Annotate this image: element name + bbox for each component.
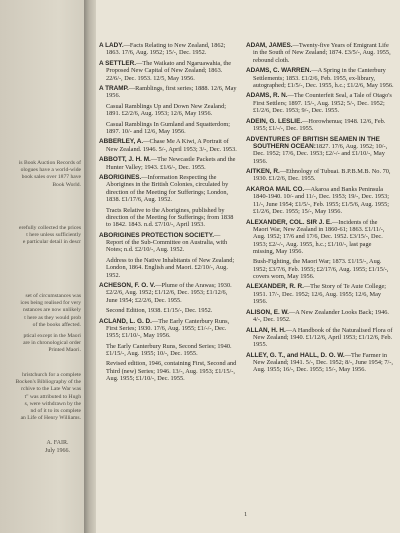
- catalogue-entry: [246, 92, 394, 114]
- entry-subtitle: Revised edition, 1946, containing First, Second and Third (new) Series; 1946. 13/-, Aug. 1953; £1/15/-, Aug. 1955; £1/10/-, Dec. 1955.: [106, 360, 237, 383]
- entry-subtitle: Address to the Native Inhabitants of New Zealand; London, 1864. English and Maori. £2/10/-, Aug. 1952.: [106, 256, 235, 279]
- catalogue-entry: [246, 283, 394, 305]
- entry-author: ABORIGINES.: [99, 174, 142, 182]
- entry-author: ALEXANDER, COL. SIR J. E.: [246, 218, 332, 226]
- entry-author: ALEXANDER, R. R.: [246, 283, 304, 291]
- facing-paragraph-1: is Book Auction Records of ologues have a world-wide book sales over 1877 have Book World.: [18, 160, 81, 188]
- entry-details: —Report of the Sub-Committee on Australia, with Notes; n.d. £2/10/-, Aug. 1952.: [106, 231, 228, 254]
- facing-paragraph-4: ptical except in the Maori are in chronological order Printed Maori.: [23, 333, 81, 354]
- entry-author: ABORIGINES PROTECTION SOCIETY.: [99, 231, 215, 239]
- entry-author: A TRAMP.: [99, 85, 129, 93]
- entry-details: —A Handbook of the Naturalised Flora of New Zealand; 1940. £1/12/6, April 1953; £1/12/6, Feb. 1955.: [253, 326, 393, 349]
- catalogue-page: [96, 0, 400, 533]
- entry-details: —The Early Canterbury Runs, First Series; 1930. 17/6, Aug. 1955; £1/-/-, Dec. 1955; £1/10/-, May 1956.: [106, 317, 230, 340]
- catalogue-entry: [246, 118, 394, 133]
- catalogue-entry: [246, 219, 394, 256]
- entry-details: —The Waikato and Ngaruawahia, the Proposed New Capital of New Zealand; 1863. 22/6/-, Dec. 1953. 12/5, May 1956.: [106, 59, 232, 82]
- entry-author: A SETTLER.: [99, 59, 137, 67]
- entry-details: —Information Respecting the Aborigines in the British Colonies, circulated by direction of the Meeting for Sufferings; London, 1838. £1/17/6, Aug. 1952.: [106, 174, 229, 204]
- facing-page: [0, 0, 84, 533]
- catalogue-entry: [99, 60, 237, 82]
- entry-details: —Incidents of the Maori War, New Zealand in 1860-61; 1863. £1/11/-, Aug. 1952; 17/6 and 17/6, Dec. 1952. £3/15/-, Dec. 1953; £2/-/-, Aug. 1955, h.c.; £1/10/-, last page missing, May 1956.: [253, 218, 385, 255]
- catalogue-entry: [99, 156, 237, 171]
- catalogue-entry: [246, 168, 394, 183]
- entry-details: —Horowhenua; 1948. 12/6, Feb. 1955; £1/-/-, Dec. 1955.: [253, 117, 386, 132]
- catalogue-entry: [99, 42, 237, 57]
- catalogue-entry: [246, 42, 394, 64]
- entry-author: AITKEN, R.: [246, 168, 280, 176]
- entry-author: ADEIN, G. LESLIE.: [246, 117, 303, 125]
- entry-details: —The Farmer in New Zealand; 1941. 5/-, Dec. 1952; 8/-, June 1954; 7/-, Aug. 1955; 16/-, Dec. 1955; 15/-, May 1956.: [253, 351, 393, 374]
- entry-subtitle: Bush-Fighting, the Maori War; 1873. £1/15/-, Aug. 1952; £3/7/6, Feb. 1955; £2/17/6, Aug. 1955; £1/15/-, covers worn, May 1956.: [253, 258, 389, 281]
- catalogue-entry: [246, 67, 394, 89]
- entry-author: ACLAND, L. G. D.: [99, 317, 152, 325]
- entry-details: —Facts Relating to New Zealand, 1862; 1863. 17/6, Aug. 1952; 15/-, Dec. 1952.: [106, 42, 226, 57]
- right-column: [246, 42, 394, 377]
- entry-author: ACHESON, F. O. V.: [99, 281, 156, 289]
- left-column: [99, 42, 237, 385]
- catalogue-entry: [246, 136, 394, 165]
- entry-details: —Akaroa and Banks Peninsula 1840-1940. 10/- and 11/-, Dec. 1953; 19/-, Dec. 1953; 11/-, June 1954; £1/5/-, Feb. 1955; £1/5/6, Aug. 1955; £1/2/6, Dec. 1955; 15/-, May 1956.: [253, 185, 390, 215]
- preface-signature: A. FAIR. July 1966.: [44, 440, 70, 454]
- entry-details: —A Spring in the Canterbury Settlements; 1853. £1/2/6, Feb. 1955, ex-library, autographed; £1/5/-, Dec. 1955, h.c.; £1/2/6, May 1956.: [253, 67, 394, 89]
- entry-author: ALLEY, G. T., and HALL, D. O. W.: [246, 351, 345, 359]
- catalogue-entry: [99, 174, 237, 203]
- entry-details: —Plume of the Arawas; 1930. £2/2/6, Aug. 1952; £1/12/6, Dec. 1953; £1/12/6, June 1954; £2/2/6, Dec. 1955.: [106, 281, 232, 304]
- entry-author: ADAMS, R. N.: [246, 92, 288, 100]
- entry-details: —The Newcastle Packets and the Hunter Valley; 1943. £1/6/-, Dec. 1955.: [106, 156, 236, 171]
- entry-details: —Twenty-five Years of Emigrant Life in the South of New Zealand; 1874. £3/5/-, Aug. 1955, rebound cloth.: [253, 42, 391, 64]
- entry-subtitle: Casual Ramblings Up and Down New Zealand; 1891. £2/2/6, Aug. 1953; 12/6, May 1956.: [106, 102, 226, 118]
- entry-author: ABBERLEY, A.: [99, 138, 144, 146]
- entry-subtitle: Tracts Relative to the Aborigines, published by direction of the Meeting for Sufferings; from 1838 to 1842. 1843. n.d. £7/10/-, April 1953.: [106, 206, 234, 229]
- entry-subtitle: Casual Ramblings In Gumland and Squatterdom; 1897. 10/- and 12/6, May 1956.: [106, 120, 230, 135]
- entry-details: —Ethnology of Tubuai. B.P.B.M.B. No. 70, 1930. £1/2/6, Dec. 1955.: [253, 168, 391, 183]
- entry-details: —Chase Me A Kiwi, A Portrait of New Zealand. 1946. 5/-, April 1953; 3/-, Dec. 1953.: [106, 138, 237, 153]
- catalogue-entry: [246, 186, 394, 215]
- entry-author: ADVENTURES OF BRITISH SEAMEN IN THE SOUTHERN OCEAN:: [246, 135, 380, 150]
- entry-details: —The Story of Te Aute College; 1951. 17/-, Dec. 1952; 12/6, Aug. 1955; 12/6, May 1956.: [253, 283, 387, 306]
- book-gutter: [84, 0, 96, 533]
- entry-author: ADAMS, C. WARREN.: [246, 67, 312, 75]
- catalogue-entry: [99, 85, 237, 100]
- entry-author: AKAROA MAIL CO.: [246, 185, 305, 193]
- entry-details: 1827. 17/6, Aug. 1952; 10/-, Dec. 1952; 17/6, Dec. 1953; £2/-/- and £1/10/-, May 1956.: [253, 142, 388, 165]
- entry-details: —Ramblings, first series; 1888. 12/6, May 1956.: [106, 85, 237, 100]
- entry-details: —The Counterfeit Seal, a Tale of Otago's First Settlers; 1897. 15/-, Aug. 1952; 5/-, Dec. 1952; £1/2/6, Dec. 1953; 9/-, Dec. 1955.: [253, 92, 392, 115]
- catalogue-entry: [246, 352, 394, 374]
- catalogue-entry: [246, 327, 394, 349]
- entry-details: —A New Zealander Looks Back; 1946. 4/-, Dec. 1952.: [253, 308, 389, 324]
- entry-author: ABBOTT, J. H. M.: [99, 156, 151, 164]
- catalogue-entry: [246, 309, 394, 324]
- catalogue-entry: [99, 282, 237, 304]
- entry-subtitle: The Early Canterbury Runs, Second Series; 1940. £1/15/-, Aug. 1955; 10/-, Dec. 1955.: [106, 342, 232, 358]
- entry-author: ADAM, JAMES.: [246, 42, 293, 49]
- facing-paragraph-5: hristchurch for a complete Bocken's Bibliography of the rchive to the Late War was t" was attributed to Hugh s, were withdrawn by the nd of it to its complete an Life of Henry Williams.: [15, 372, 81, 422]
- entry-author: ALLAN, H. H.: [246, 326, 286, 334]
- entry-author: ALISON, E. W.: [246, 308, 289, 316]
- catalogue-entry: [99, 318, 237, 340]
- entry-author: A LADY.: [99, 42, 124, 49]
- catalogue-entry: [99, 232, 237, 254]
- entry-subtitle: Second Edition, 1938. £1/15/-, Dec. 1952.: [106, 307, 213, 315]
- facing-paragraph-2: erefully collected the prices t here unless sufficiently e particular detail in descr: [19, 225, 81, 246]
- catalogue-entry: [99, 138, 237, 153]
- facing-paragraph-3: set of circumstances was ices being realised for very nstances are now unlikely t here as they would prob of the books affected.: [20, 293, 81, 328]
- page-number: 1: [244, 511, 248, 518]
